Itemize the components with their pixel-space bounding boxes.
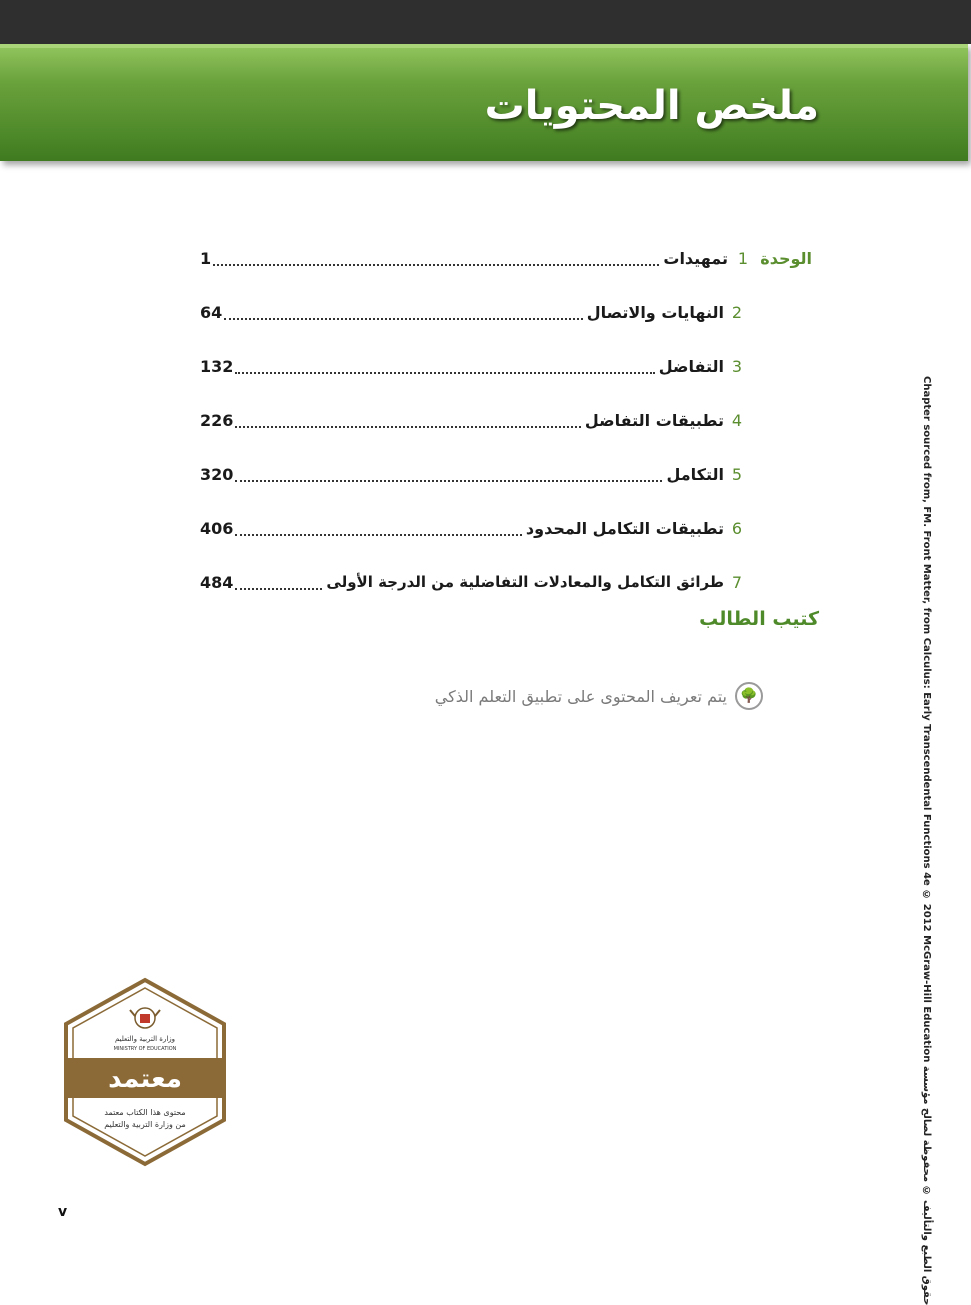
toc-entry-page: 320 <box>200 464 234 484</box>
toc-leader-dots <box>235 520 522 536</box>
toc-entry-4[interactable] <box>200 405 812 435</box>
smart-note-text: يتم تعريف المحتوى على تطبيق التعلم الذكي <box>434 686 727 706</box>
toc-entry-title: النهايات والاتصال <box>586 302 724 322</box>
toc-entry-page: 64 <box>200 302 223 322</box>
smart-learning-note <box>435 682 763 710</box>
toc-entry-page: 1 <box>200 248 212 268</box>
toc-entry-5[interactable] <box>200 459 812 489</box>
toc-entry-6[interactable] <box>200 513 812 543</box>
tree-icon: 🌳 <box>735 682 763 710</box>
toc-entry-number: 6 <box>731 518 743 538</box>
toc-entry-number: 4 <box>731 410 743 430</box>
toc-entry-title: تطبيقات التكامل المحدود <box>525 518 724 538</box>
toc-entry-number: 5 <box>731 464 743 484</box>
toc-entry-page: 226 <box>200 410 234 430</box>
approved-label: معتمد <box>108 1064 182 1094</box>
toc-leader-dots <box>213 250 659 266</box>
side-copyright-text: Chapter sourced from, FM. Front Matter, from Calculus: Early Transcendental Functions 4e © 2012 McGraw-Hill Education حقوق الطبع والتأليف © محفوظة لصالح مؤسسة <box>921 376 932 1305</box>
toc-entry-title: طرائق التكامل والمعادلات التفاضلية من الدرجة الأولى <box>326 573 724 591</box>
badge-note-line1: محتوى هذا الكتاب معتمد <box>104 1108 186 1117</box>
toc-leader-dots <box>235 574 322 590</box>
student-books-heading[interactable]: كتيب الطالب <box>699 608 819 630</box>
toc-entry-number: 3 <box>731 356 743 376</box>
ministry-name-en: MINISTRY OF EDUCATION <box>113 1046 177 1052</box>
top-dark-bar <box>0 0 971 44</box>
toc-entry-number: 1 <box>737 248 749 268</box>
badge-note-line2: من وزارة التربية والتعليم <box>104 1120 186 1129</box>
toc-unit-label: الوحدة <box>760 248 812 268</box>
toc-entry-page: 132 <box>200 356 234 376</box>
toc-entry-title: تطبيقات التفاضل <box>584 410 724 430</box>
toc-entry-number: 2 <box>731 302 743 322</box>
ministry-approval-badge <box>62 978 228 1166</box>
toc-entry-title: التكامل <box>666 464 724 484</box>
toc-entry-title: التفاضل <box>658 356 724 376</box>
toc-leader-dots <box>235 466 662 482</box>
toc-entry-number: 7 <box>731 572 743 592</box>
toc-leader-dots <box>235 412 580 428</box>
toc-entry-2[interactable] <box>200 297 812 327</box>
toc-leader-dots <box>224 304 582 320</box>
toc-entry-3[interactable] <box>200 351 812 381</box>
toc-entry-title: تمهيدات <box>663 248 728 268</box>
toc-entry-page: 406 <box>200 518 234 538</box>
page-title: ملخص المحتويات <box>484 83 819 129</box>
toc-entry-1[interactable] <box>200 243 812 273</box>
toc-entry-page: 484 <box>200 572 234 592</box>
toc-leader-dots <box>235 358 654 374</box>
ministry-name-ar: وزارة التربية والتعليم <box>114 1035 176 1043</box>
page-number: v <box>58 1204 68 1220</box>
toc-entry-7[interactable] <box>200 567 812 597</box>
